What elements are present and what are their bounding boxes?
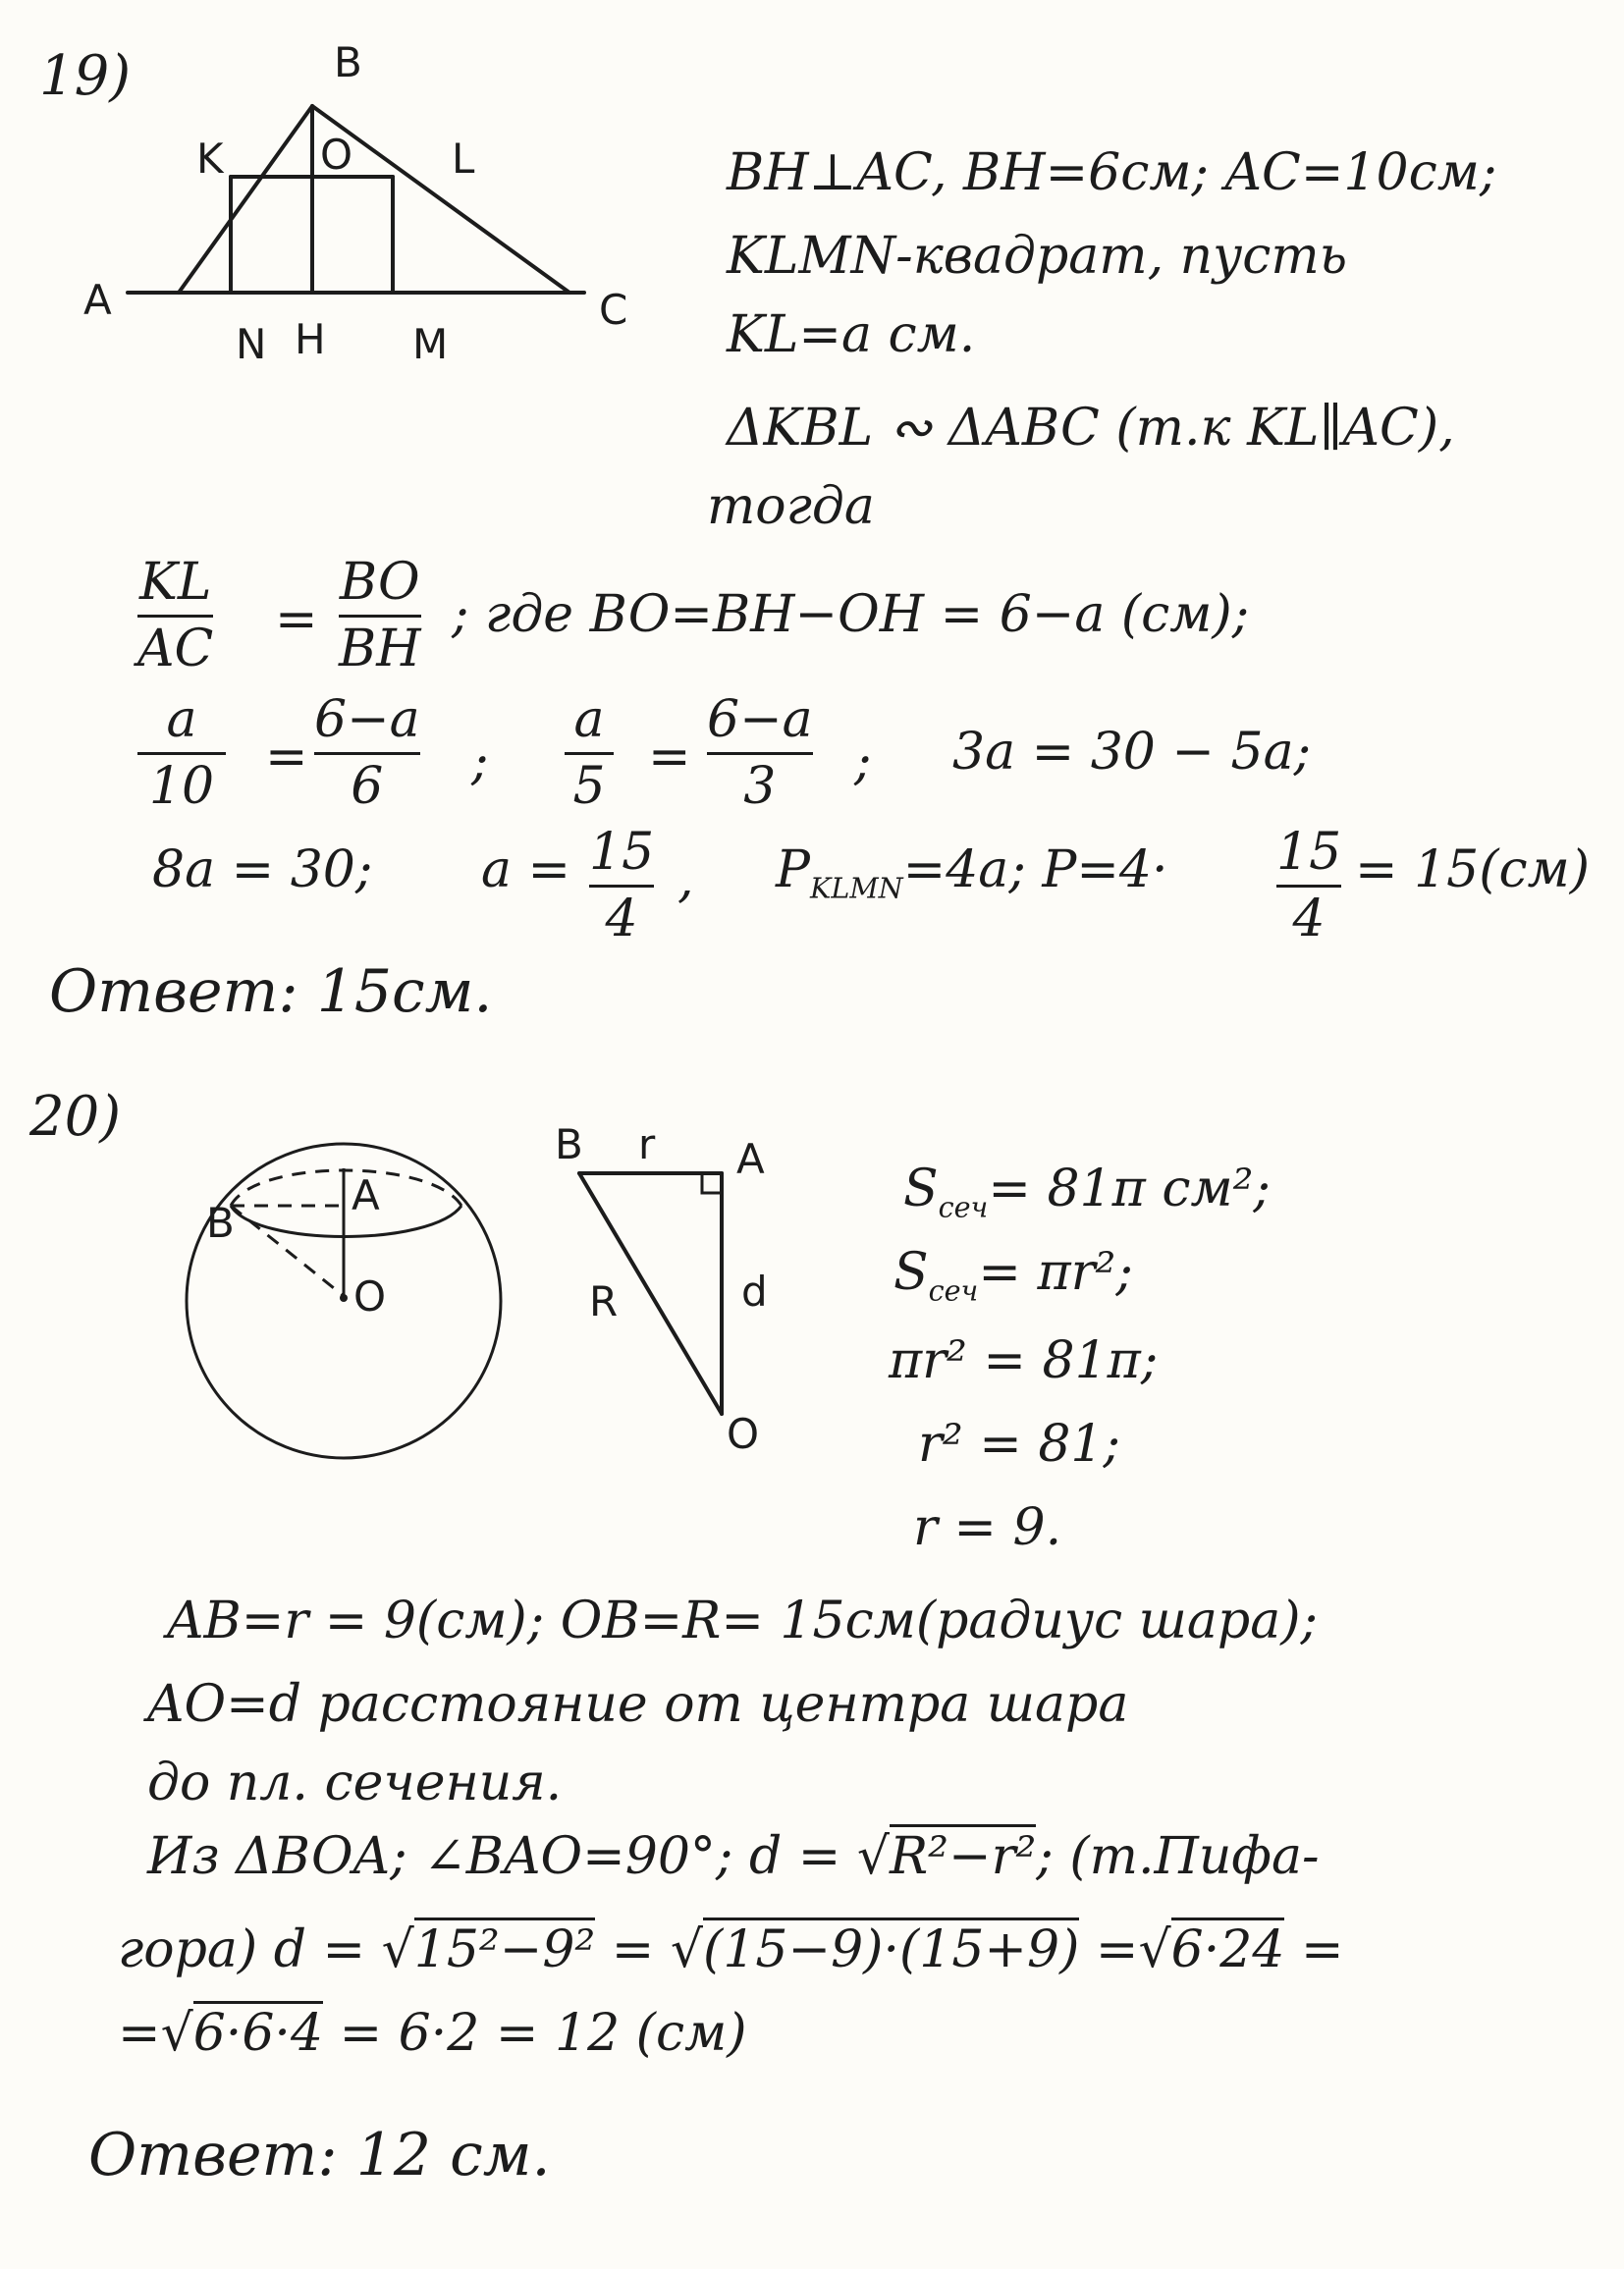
section-area-1: $S_{сеч}= 81\pi$ см²; (903, 1160, 1271, 1224)
problem-number-19: 19) (39, 44, 132, 108)
given-line-2: KLMN-квадрат, пусть (727, 227, 1348, 286)
sphere-section-figure (187, 1129, 540, 1483)
label-l: L (452, 135, 475, 183)
line-ab-ob: AB=r = 9(см); OB=R= 15см(радиус шара); (167, 1592, 1319, 1650)
label-c: C (599, 286, 628, 334)
fraction-15-4-b: 15 4 (1276, 823, 1342, 949)
line-final-calc: =√6·6·4 = 6·2 = 12 (см) (118, 2008, 747, 2059)
line-from-triangle: Из ΔBOA; ∠BAO=90°; d = √R²−r²; (т.Пифа- (147, 1831, 1320, 1882)
label-k: K (196, 135, 224, 183)
equals-sign-3: = (648, 728, 691, 786)
equation-r2: r² = 81; (918, 1415, 1121, 1474)
label-o-tri: O (727, 1410, 760, 1458)
section-area-2: $S_{сеч}= \pi r^2$; (893, 1243, 1133, 1308)
label-a: A (83, 276, 112, 324)
answer-20: Ответ: 12 см. (88, 2121, 551, 2189)
fraction-15-4: 15 4 (589, 823, 655, 949)
line-ao-d: AO=d расстояние от центра шара (147, 1675, 1129, 1734)
equation-pi: πr² = 81π; (889, 1331, 1159, 1390)
label-b: B (334, 38, 362, 86)
label-h: H (295, 315, 326, 363)
label-a-tri: A (736, 1135, 765, 1183)
label-r-big: R (589, 1277, 619, 1325)
label-b-sphere: B (206, 1199, 235, 1247)
label-b-tri: B (555, 1120, 583, 1168)
fraction-6a-3: 6−a 3 (707, 690, 813, 817)
equation-rest: 3a = 30 − 5a; (952, 723, 1312, 782)
semicolon-1: ; (471, 732, 489, 791)
label-n: N (236, 320, 267, 368)
comma: , (677, 850, 694, 909)
where-text: ; где BO=BH−OH = 6−a (см); (452, 585, 1250, 644)
perimeter: $P_{KLMN}=4a$; P=4· (776, 840, 1168, 905)
label-o-sphere: O (353, 1272, 387, 1321)
label-o: O (320, 131, 353, 179)
fraction-a-5: a 5 (565, 692, 614, 815)
label-a-sphere: A (352, 1171, 380, 1219)
given-line-3: KL=a см. (727, 305, 976, 364)
fraction-bo-bh: BO BH (339, 553, 421, 679)
eq-8a: 8a = 30; (152, 840, 373, 899)
semicolon-2: ; (854, 732, 872, 791)
a-equals: a = (481, 840, 571, 899)
right-angle-mark (702, 1173, 722, 1193)
then-word: тогда (707, 477, 875, 536)
label-m: M (412, 320, 449, 368)
label-r-small: r (638, 1120, 656, 1168)
center-point (340, 1294, 348, 1302)
given-line-1: BH⊥AC, BH=6см; AC=10см; (727, 143, 1497, 202)
section-front-arc (231, 1206, 461, 1237)
right-triangle-figure (550, 1120, 768, 1458)
fraction-a-10: a 10 (137, 692, 226, 815)
similarity-line: ΔKBL ∾ ΔABC (т.к KL∥AC), (727, 399, 1455, 458)
fraction-6a-6: 6−a 6 (314, 690, 420, 817)
line-section-plane: до пл. сечения. (147, 1754, 563, 1812)
equals-sign: = (275, 590, 318, 649)
perimeter-result: = 15(см) (1355, 840, 1591, 899)
fraction-kl-ac: KL AC (137, 553, 214, 679)
line-sqrt-calc: гора) d = √15²−9² = √(15−9)·(15+9) =√6·24 = (118, 1924, 1344, 1975)
answer-19: Ответ: 15см. (49, 957, 493, 1026)
label-d: d (741, 1268, 768, 1316)
equals-sign-2: = (265, 728, 308, 786)
equation-r: r = 9. (913, 1498, 1062, 1557)
problem-number-20: 20) (29, 1085, 122, 1149)
section-back-arc (231, 1170, 461, 1206)
